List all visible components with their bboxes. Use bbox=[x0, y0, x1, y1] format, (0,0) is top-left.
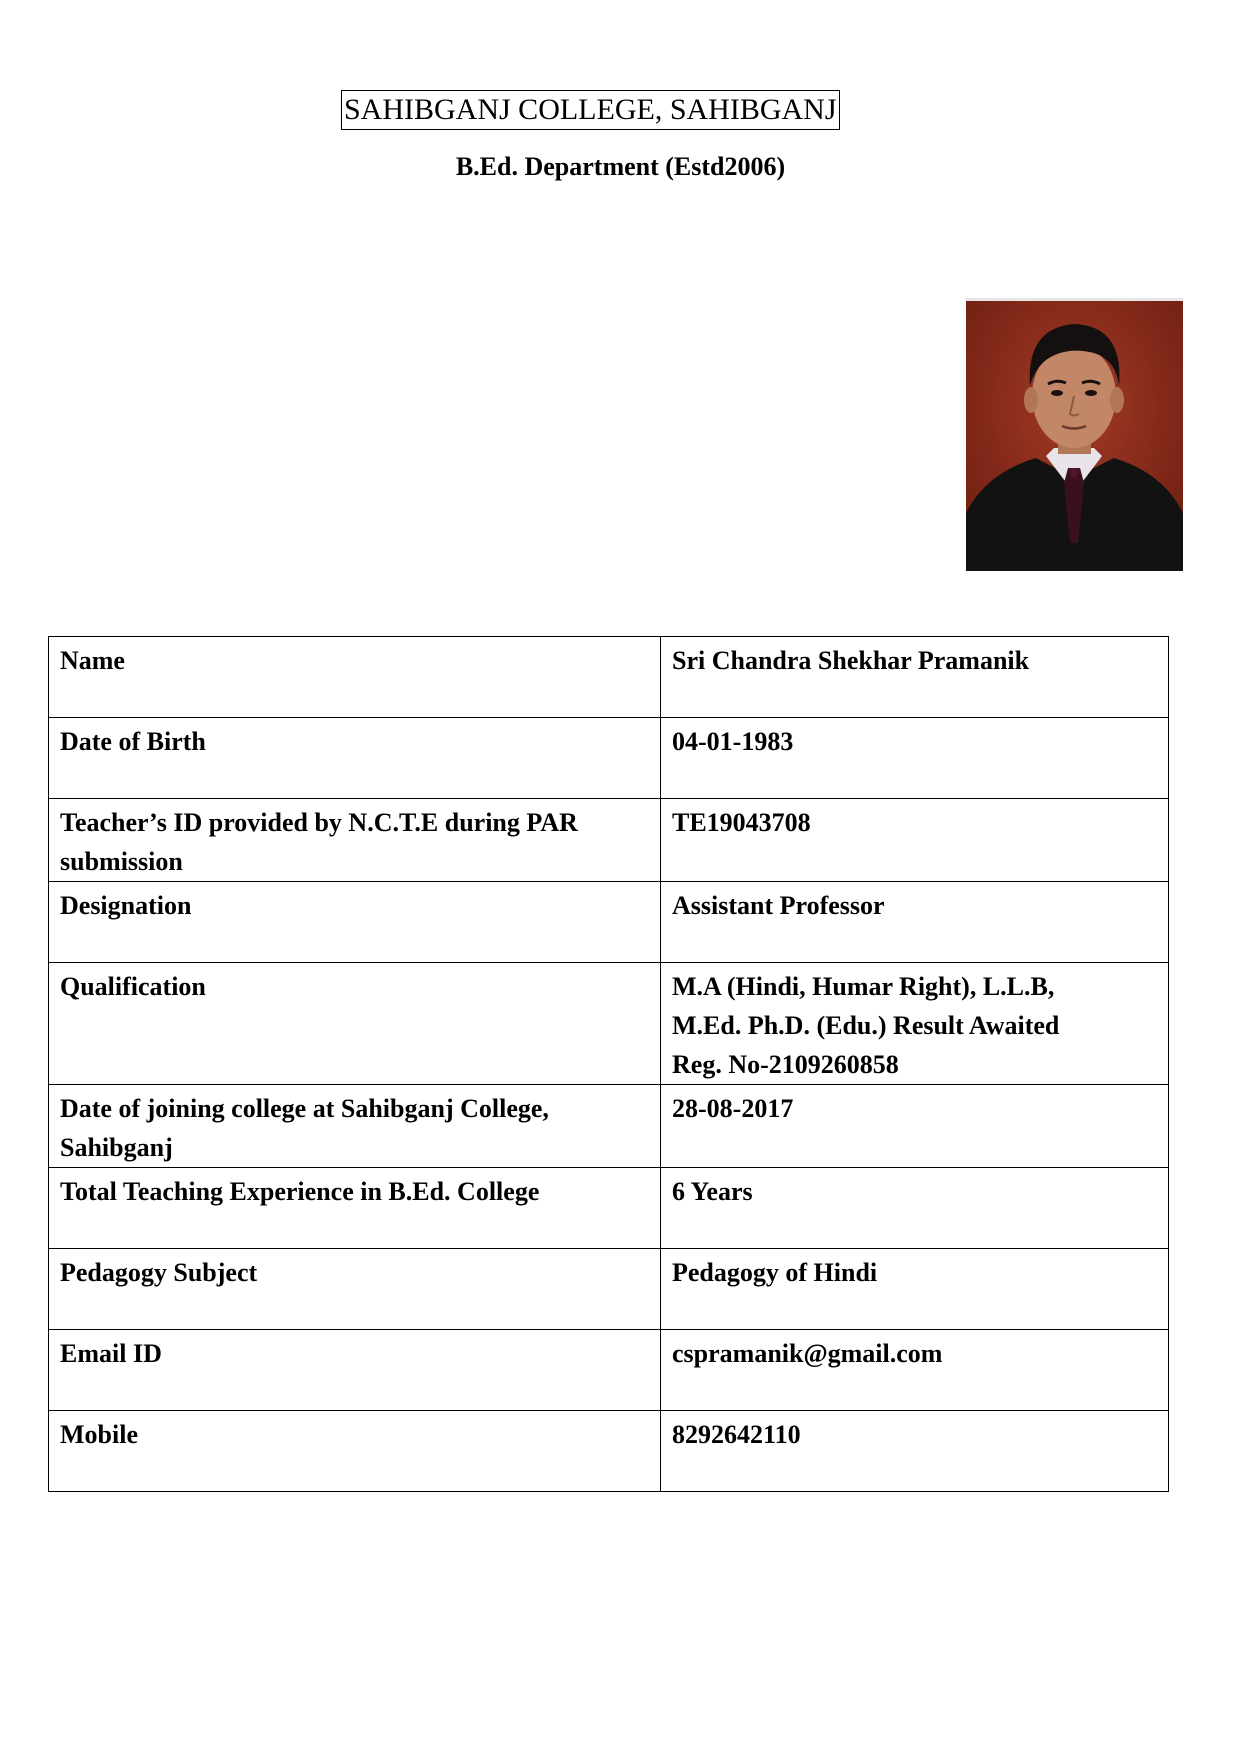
row-value bbox=[661, 718, 1169, 799]
table-row bbox=[49, 1411, 1169, 1492]
row-value bbox=[661, 799, 1169, 882]
row-label: Mobile bbox=[49, 1411, 661, 1492]
table-row bbox=[49, 1330, 1169, 1411]
value-line: TE19043708 bbox=[672, 808, 811, 837]
value-line: Assistant Professor bbox=[672, 891, 885, 920]
value-line: M.A (Hindi, Humar Right), L.L.B, bbox=[672, 972, 1055, 1001]
mobile-value: 8292642110 bbox=[672, 1420, 801, 1449]
profile-table bbox=[48, 636, 1169, 1492]
college-title: SAHIBGANJ COLLEGE, SAHIBGANJ bbox=[341, 90, 840, 130]
row-value bbox=[661, 1168, 1169, 1249]
value-line: 28-08-2017 bbox=[672, 1094, 794, 1123]
row-label: Name bbox=[49, 637, 661, 718]
row-label: Pedagogy Subject bbox=[49, 1249, 661, 1330]
value-line: M.Ed. Ph.D. (Edu.) Result Awaited bbox=[672, 1011, 1060, 1040]
row-label: Date of joining college at Sahibganj College, Sahibganj bbox=[49, 1085, 661, 1168]
row-label: Total Teaching Experience in B.Ed. College bbox=[49, 1168, 661, 1249]
row-label: Date of Birth bbox=[49, 718, 661, 799]
value-line: Sri Chandra Shekhar Pramanik bbox=[672, 646, 1030, 675]
table-row bbox=[49, 1249, 1169, 1330]
row-value bbox=[661, 1085, 1169, 1168]
table-row bbox=[49, 882, 1169, 963]
department-subtitle: B.Ed. Department (Estd2006) bbox=[455, 152, 786, 181]
table-row bbox=[49, 637, 1169, 718]
row-value bbox=[661, 1411, 1169, 1492]
table-row bbox=[49, 1085, 1169, 1168]
row-value bbox=[661, 637, 1169, 718]
email-value: cspramanik@gmail.com bbox=[672, 1339, 943, 1368]
table-row bbox=[49, 1168, 1169, 1249]
row-value bbox=[661, 1330, 1169, 1411]
row-value bbox=[661, 1249, 1169, 1330]
table-row bbox=[49, 718, 1169, 799]
row-label: Email ID bbox=[49, 1330, 661, 1411]
row-label: Teacher’s ID provided by N.C.T.E during PAR submission bbox=[49, 799, 661, 882]
value-line: 04-01-1983 bbox=[672, 727, 794, 756]
table-row bbox=[49, 799, 1169, 882]
value-line: 6 Years bbox=[672, 1177, 753, 1206]
row-label: Qualification bbox=[49, 963, 661, 1085]
table-row bbox=[49, 963, 1169, 1085]
profile-photo bbox=[966, 298, 1183, 571]
value-line: Pedagogy of Hindi bbox=[672, 1258, 878, 1287]
value-line: Reg. No-2109260858 bbox=[672, 1050, 899, 1079]
row-value bbox=[661, 882, 1169, 963]
row-value bbox=[661, 963, 1169, 1085]
row-label: Designation bbox=[49, 882, 661, 963]
